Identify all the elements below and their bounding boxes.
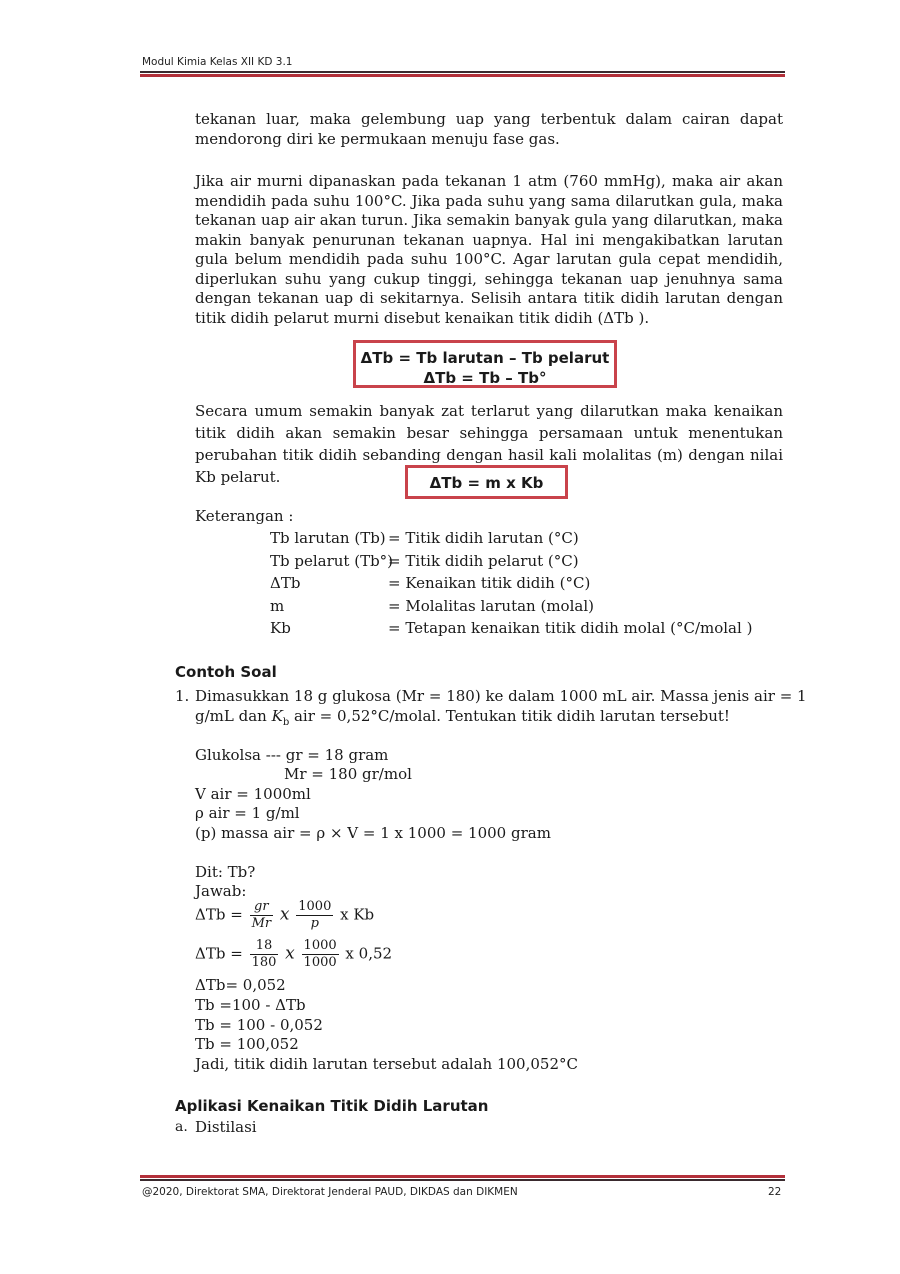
keterangan-term: m — [270, 597, 285, 615]
given-glukosa: Glukolsa --- gr = 18 gram — [195, 746, 389, 764]
formula-molality-line: ΔTb = m x Kb — [429, 474, 544, 492]
keterangan-term: Tb pelarut (Tb°) — [270, 552, 394, 570]
keterangan-definition: = Titik didih larutan (°C) — [388, 529, 579, 547]
eq1-lhs: ΔTb = — [195, 905, 243, 924]
fraction-gr-over-mr — [250, 899, 274, 932]
step-tb-result: Tb = 100,052 — [195, 1035, 299, 1053]
keterangan-definition: = Molalitas larutan (molal) — [388, 597, 594, 615]
aplikasi-item-distilasi: Distilasi — [195, 1118, 257, 1136]
step-delta-tb: ΔTb= 0,052 — [195, 976, 286, 994]
frac-den: p — [310, 916, 319, 931]
keterangan-definition: = Tetapan kenaikan titik didih molal (°C/molal ) — [388, 619, 753, 637]
fraction-1000-over-1000 — [302, 938, 339, 971]
asked-line: Dit: Tb? — [195, 863, 256, 881]
given-density: ρ air = 1 g/ml — [195, 804, 300, 822]
keterangan-term: Kb — [270, 619, 291, 637]
eq2-lhs: ΔTb = — [195, 944, 243, 963]
given-volume: V air = 1000ml — [195, 785, 311, 803]
footer-rule-bottom — [140, 1179, 785, 1181]
given-mass: (p) massa air = ρ × V = 1 x 1000 = 1000 gram — [195, 824, 551, 842]
given-mr: Mr = 180 gr/mol — [284, 765, 412, 783]
header-rule-top — [140, 71, 785, 73]
keterangan-definition: = Titik didih pelarut (°C) — [388, 552, 579, 570]
aplikasi-item-marker: a. — [175, 1119, 188, 1135]
frac-num: 1000 — [303, 938, 337, 953]
step-tb-formula: Tb =100 - ΔTb — [195, 996, 306, 1014]
keterangan-term: ΔTb — [270, 574, 301, 592]
fraction-18-over-180 — [250, 938, 279, 971]
equation-general — [195, 899, 374, 932]
header-rule-bottom — [140, 74, 785, 77]
eq2-rhs: x 0,52 — [345, 944, 393, 963]
paragraph-2: Jika air murni dipanaskan pada tekanan 1 atm (760 mmHg), maka air akan mendidih pada suhu 100°C. Jika pada suhu yang sama dilarutkan gula, maka tekanan uap air akan turun. Jika semakin banyak gula yang dilarutkan, maka makin banyak penurunan tekanan uapnya. Hal ini mengakibatkan larutan gula belum mendidih pada suhu 100°C. Agar larutan gula cepat mendidih, diperlukan suhu yang cukup tinggi, sehingga tekanan uap jenuhnya sama dengan tekanan uap di sekitarnya. Selisih antara titik didih larutan dengan titik didih pelarut murni disebut kenaikan titik didih (ΔTb ). — [195, 172, 783, 327]
frac-num: gr — [250, 899, 274, 916]
kb-subscript: b — [282, 717, 290, 728]
footer-rule-top — [140, 1175, 785, 1178]
formula-box-boiling-elevation — [353, 340, 617, 388]
multiply-symbol: x — [279, 904, 290, 925]
formula-line-2: ΔTb = Tb – Tb° — [423, 369, 547, 387]
step-tb-substitution: Tb = 100 - 0,052 — [195, 1016, 323, 1034]
formula-line-1: ΔTb = Tb larutan – Tb pelarut — [360, 349, 610, 367]
fraction-1000-over-p — [296, 899, 333, 932]
page-header-title: Modul Kimia Kelas XII KD 3.1 — [142, 56, 293, 68]
question-line-2-end: air = 0,52°C/molal. Tentukan titik didih larutan tersebut! — [289, 707, 730, 725]
keterangan-term: Tb larutan (Tb) — [270, 529, 386, 547]
question-line-1: Dimasukkan 18 g glukosa (Mr = 180) ke dalam 1000 mL air. Massa jenis air = 1 — [195, 687, 807, 705]
paragraph-2-block — [195, 172, 783, 328]
conclusion: Jadi, titik didih larutan tersebut adalah 100,052°C — [195, 1055, 578, 1073]
page-number: 22 — [768, 1186, 782, 1198]
contoh-soal-heading: Contoh Soal — [175, 663, 277, 681]
frac-den: 1000 — [303, 955, 337, 970]
footer-copyright: @2020, Direktorat SMA, Direktorat Jenderal PAUD, DIKDAS dan DIKMEN — [142, 1186, 518, 1198]
keterangan-definition: = Kenaikan titik didih (°C) — [388, 574, 591, 592]
answer-label: Jawab: — [195, 882, 247, 900]
equation-substituted — [195, 938, 392, 971]
keterangan-label: Keterangan : — [195, 507, 294, 525]
frac-num: 1000 — [298, 899, 332, 914]
question-line-2-start: g/mL dan — [195, 707, 272, 725]
frac-den: 180 — [251, 955, 277, 970]
formula-box-molality — [405, 465, 568, 499]
aplikasi-heading: Aplikasi Kenaikan Titik Didih Larutan — [175, 1097, 489, 1115]
paragraph-3: Secara umum semakin banyak zat terlarut yang dilarutkan maka kenaikan titik didih akan semakin besar sehingga persamaan untuk menentukan perubahan titik didih sebanding dengan hasil kali molalitas (m) dengan nilai Kb pelarut. — [195, 402, 783, 486]
frac-num: 18 — [250, 938, 279, 955]
question-number: 1. — [175, 687, 190, 705]
multiply-symbol: x — [285, 943, 295, 964]
paragraph-1: tekanan luar, maka gelembung uap yang terbentuk dalam cairan dapat mendorong diri ke permukaan menuju fase gas. — [195, 110, 783, 148]
paragraph-1-block — [195, 110, 783, 149]
frac-den: Mr — [251, 916, 272, 931]
question-line-2 — [195, 707, 730, 728]
kb-symbol: K — [271, 707, 283, 725]
eq1-rhs: x Kb — [340, 905, 375, 924]
